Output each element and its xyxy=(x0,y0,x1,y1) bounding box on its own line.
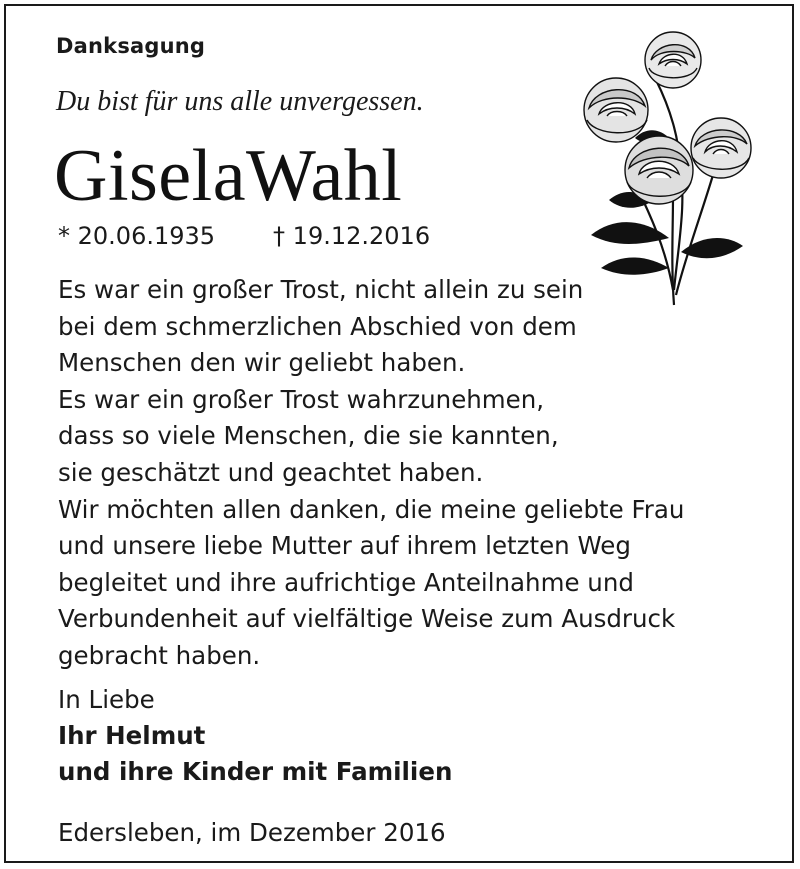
death-date: † 19.12.2016 xyxy=(273,222,431,250)
message-line: begleitet und ihre aufrichtige Anteilnahme und xyxy=(58,567,634,597)
message-line: bei dem schmerzlichen Abschied von dem xyxy=(58,311,577,341)
birth-date: * 20.06.1935 xyxy=(58,222,216,250)
message-line: Wir möchten allen danken, die meine geliebte Frau xyxy=(58,494,685,524)
closing-family: und ihre Kinder mit Familien xyxy=(58,757,453,786)
thanks-message xyxy=(58,272,758,675)
roses-illustration xyxy=(561,20,766,310)
header-title: Danksagung xyxy=(56,34,206,58)
message-line: sie geschätzt und geachtet haben. xyxy=(58,457,484,487)
message-line: und unsere liebe Mutter auf ihrem letzten Weg xyxy=(58,531,631,561)
motto-text: Du bist für uns alle unvergessen. xyxy=(56,86,424,117)
message-line: Menschen den wir geliebt haben. xyxy=(58,348,466,378)
rose-heads xyxy=(584,32,751,204)
message-line: Verbundenheit auf vielfältige Weise zum Ausdruck xyxy=(58,604,676,634)
closing-signer: Ihr Helmut xyxy=(58,721,206,750)
obituary-card xyxy=(4,4,794,863)
message-line: Es war ein großer Trost, nicht allein zu sein xyxy=(58,275,584,304)
closing-block xyxy=(58,682,452,790)
place-date: Edersleben, im Dezember 2016 xyxy=(58,818,446,847)
message-line: dass so viele Menschen, die sie kannten, xyxy=(58,421,559,451)
message-line: Es war ein großer Trost wahrzunehmen, xyxy=(58,384,545,414)
message-line: gebracht haben. xyxy=(58,640,261,670)
deceased-name: GiselaWahl xyxy=(54,135,403,217)
life-dates xyxy=(58,222,430,250)
closing-greeting: In Liebe xyxy=(58,685,155,714)
